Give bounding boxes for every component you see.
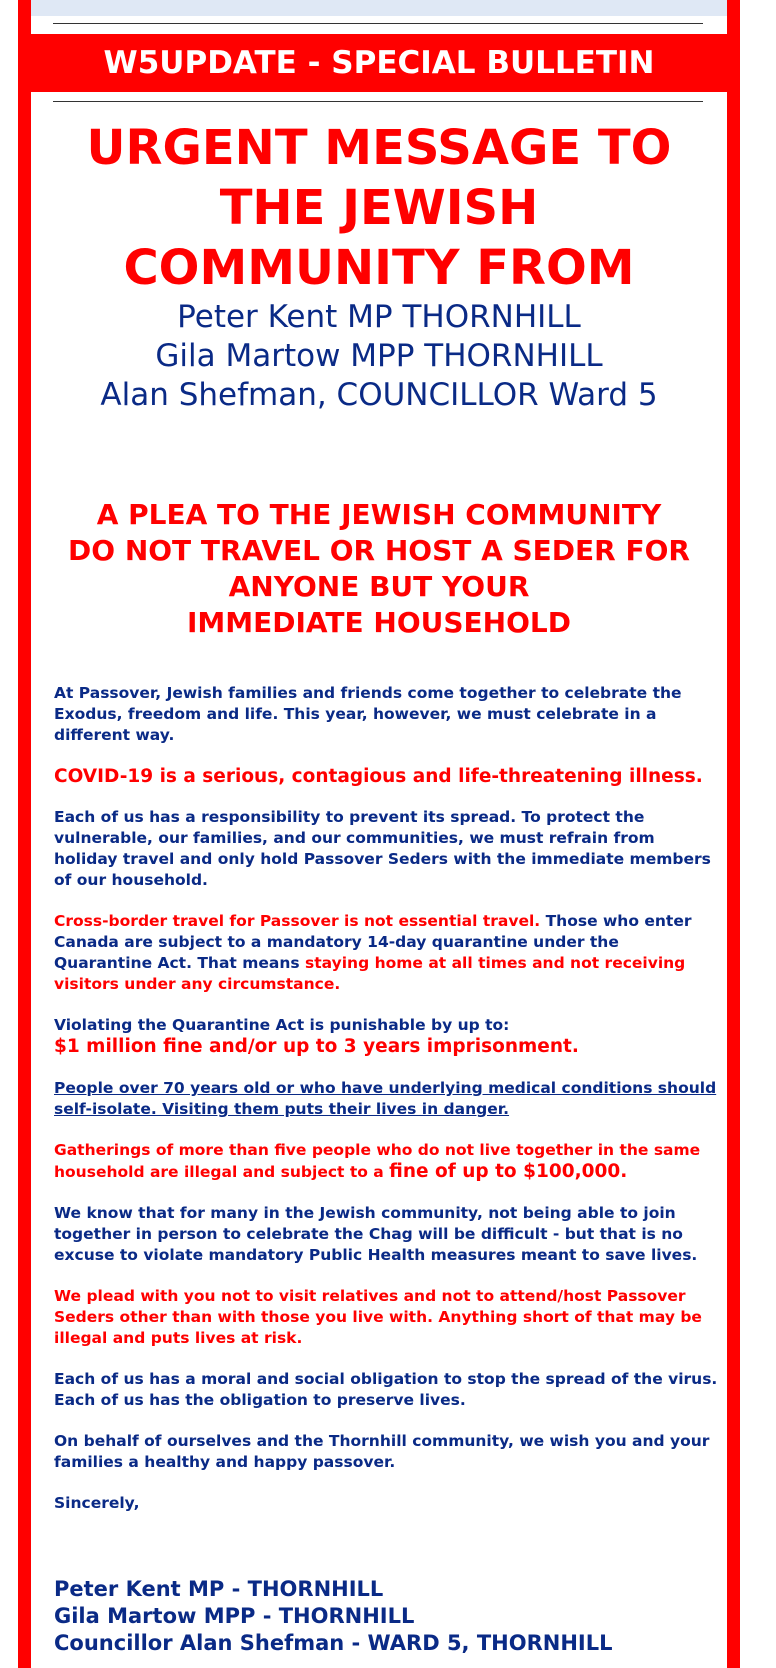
signature-line: Councillor Alan Shefman - WARD 5, THORNHILL xyxy=(54,1631,613,1655)
sincerely: Sincerely, xyxy=(54,1494,140,1512)
plea-line: A PLEA TO THE JEWISH COMMUNITY xyxy=(96,498,662,531)
divider-top xyxy=(53,23,703,24)
bulletin-banner: W5UPDATE - SPECIAL BULLETIN xyxy=(31,34,727,92)
plea-heading xyxy=(31,497,727,641)
plea-line: IMMEDIATE HOUSEHOLD xyxy=(187,606,571,639)
we-know-paragraph: We know that for many in the Jewish community, not being able to join together in person to celebrate the Chag will be difficult - but that is no excuse to violate mandatory Public Health measures meant to save lives. xyxy=(54,1204,698,1264)
over70-paragraph: People over 70 years old or who have underlying medical conditions should self-isolate. Visiting them puts their lives in danger. xyxy=(54,1079,717,1118)
officials-list xyxy=(31,298,727,415)
headline-line: URGENT MESSAGE TO xyxy=(86,120,672,176)
gatherings-fine: fine of up to $100,000. xyxy=(389,1161,628,1182)
gatherings-text: Gatherings of more than five people who do not live together in the same household are illegal and subject to a xyxy=(54,1141,701,1181)
violation-text: Violating the Quarantine Act is punishable by up to: xyxy=(54,1016,510,1034)
headline-line: COMMUNITY FROM xyxy=(123,240,635,296)
we-plead-paragraph: We plead with you not to visit relatives and not to attend/host Passover Seders other than with those you live with. Anything short of that may be illegal and puts lives at risk. xyxy=(54,1287,702,1347)
cross-border-text: Those who enter Canada are subject to a mandatory 14-day quarantine under the Quarantine Act. That means xyxy=(54,912,692,972)
cross-border-paragraph xyxy=(54,911,719,995)
bulletin-body xyxy=(31,0,727,1668)
headline-line: THE JEWISH xyxy=(219,180,539,236)
violation-paragraph xyxy=(54,1015,719,1058)
signature-line: Gila Martow MPP - THORNHILL xyxy=(54,1604,415,1628)
headline xyxy=(31,118,727,298)
message-body xyxy=(54,683,719,1534)
responsibility-paragraph: Each of us has a responsibility to prevent its spread. To protect the vulnerable, our families, and our communities, we must refrain from holiday travel and only hold Passover Seders with the immediate members of our household. xyxy=(54,808,711,889)
cross-border-red: Cross-border travel for Passover is not essential travel. xyxy=(54,912,541,930)
divider-bottom xyxy=(53,101,703,102)
red-frame xyxy=(18,0,740,1668)
official-name: Peter Kent MP THORNHILL xyxy=(177,299,581,335)
behalf-paragraph: On behalf of ourselves and the Thornhill community, we wish you and your families a healthy and happy passover. xyxy=(54,1432,710,1471)
moral-paragraph: Each of us has a moral and social obligation to stop the spread of the virus. Each of us has the obligation to preserve lives. xyxy=(54,1370,718,1409)
signature-block xyxy=(54,1576,613,1657)
official-name: Alan Shefman, COUNCILLOR Ward 5 xyxy=(100,377,658,413)
penalty-text: $1 million fine and/or up to 3 years imprisonment. xyxy=(54,1036,579,1057)
plea-line: ANYONE BUT YOUR xyxy=(228,570,530,603)
signature-line: Peter Kent MP - THORNHILL xyxy=(54,1577,384,1601)
official-name: Gila Martow MPP THORNHILL xyxy=(155,338,603,374)
stay-home-red: staying home at all times and not receiving visitors under any circumstance. xyxy=(54,954,686,993)
gatherings-paragraph xyxy=(54,1140,719,1183)
top-strip xyxy=(31,0,727,16)
plea-line: DO NOT TRAVEL OR HOST A SEDER FOR xyxy=(68,534,690,567)
covid-warning: COVID-19 is a serious, contagious and life-threatening illness. xyxy=(54,766,703,787)
intro-paragraph: At Passover, Jewish families and friends come together to celebrate the Exodus, freedom and life. This year, however, we must celebrate in a different way. xyxy=(54,684,682,744)
